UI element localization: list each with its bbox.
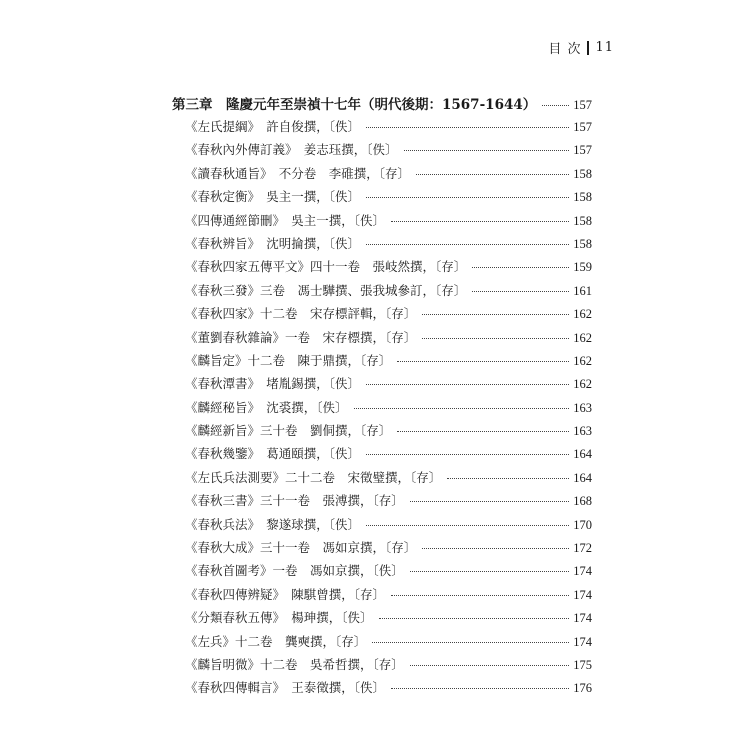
toc-entry-title: 《麟旨定》十二卷 陳于鼎撰，〔存〕 bbox=[185, 352, 392, 368]
toc-entry bbox=[172, 398, 592, 421]
header-section-label: 目 次 bbox=[548, 42, 582, 57]
toc-entry-title: 《春秋三發》三卷 馮士驊撰、張我城參訂，〔存〕 bbox=[185, 282, 467, 298]
toc-entry-page-number: 170 bbox=[573, 517, 592, 532]
toc-entry bbox=[172, 234, 592, 257]
toc-entry-title: 《董劉春秋雜論》一卷 宋存標撰，〔存〕 bbox=[185, 329, 417, 345]
toc-entry-title: 《春秋大成》三十一卷 馮如京撰，〔存〕 bbox=[185, 540, 417, 556]
dot-leader bbox=[447, 478, 569, 479]
toc-entry bbox=[172, 538, 592, 561]
dot-leader bbox=[366, 197, 569, 198]
toc-entry bbox=[172, 515, 592, 538]
toc-entry-title: 《春秋四家》十二卷 宋存標評輯，〔存〕 bbox=[185, 306, 417, 322]
toc-entry-title: 《春秋內外傳訂義》 姜志珏撰，〔佚〕 bbox=[185, 142, 398, 158]
dot-leader bbox=[366, 244, 569, 245]
toc-entry-title: 《左氏提綱》 許自俊撰，〔佚〕 bbox=[185, 119, 361, 134]
dot-leader bbox=[397, 431, 569, 432]
toc-entry-title: 《春秋潭書》 堵胤錫撰，〔佚〕 bbox=[185, 376, 361, 392]
dot-leader bbox=[422, 338, 569, 339]
toc-entry bbox=[172, 444, 592, 467]
toc-entry-page-number: 163 bbox=[573, 400, 592, 415]
toc-entry bbox=[172, 140, 592, 163]
dot-leader bbox=[410, 501, 569, 502]
toc-entry-title: 《分類春秋五傳》 楊珅撰，〔佚〕 bbox=[185, 610, 373, 626]
dot-leader bbox=[366, 454, 569, 455]
toc-entry-page-number: 158 bbox=[573, 190, 592, 205]
toc-entry-page-number: 157 bbox=[573, 143, 592, 158]
toc-entry-title: 《左氏兵法測要》二十二卷 宋徵璧撰，〔存〕 bbox=[185, 469, 442, 485]
toc-entry-page-number: 158 bbox=[573, 213, 592, 228]
toc-entry-page-number: 174 bbox=[573, 587, 592, 602]
toc-entry-title: 《春秋幾鑒》 葛通頤撰，〔佚〕 bbox=[185, 446, 361, 462]
dot-leader bbox=[391, 595, 569, 596]
toc-entry bbox=[172, 187, 592, 210]
toc-entry bbox=[172, 164, 592, 187]
toc-entry-page-number: 164 bbox=[573, 470, 592, 485]
toc-entry-page-number: 158 bbox=[573, 166, 592, 181]
dot-leader bbox=[472, 267, 569, 268]
toc-entry-title: 《春秋定衡》 吳主一撰，〔佚〕 bbox=[185, 189, 361, 205]
dot-leader bbox=[397, 361, 569, 362]
toc-entry-page-number: 163 bbox=[573, 424, 592, 439]
toc-entry bbox=[172, 351, 592, 374]
dot-leader bbox=[391, 221, 569, 222]
chapter-heading bbox=[172, 93, 592, 117]
toc-entry bbox=[172, 678, 592, 701]
header-divider bbox=[587, 41, 589, 55]
toc-entry-page-number: 174 bbox=[573, 634, 592, 649]
dot-leader bbox=[422, 314, 569, 315]
toc-entry-page-number: 172 bbox=[573, 541, 592, 556]
toc-entry-title: 《麟旨明微》十二卷 吳希哲撰，〔存〕 bbox=[185, 656, 404, 672]
toc-entry bbox=[172, 632, 592, 655]
toc-entry-page-number: 162 bbox=[573, 330, 592, 345]
toc-entry-page-number: 174 bbox=[573, 564, 592, 579]
toc-entry-page-number: 176 bbox=[573, 681, 592, 696]
toc-entry-title: 《春秋兵法》 黎遂球撰，〔佚〕 bbox=[185, 516, 361, 532]
toc-entry bbox=[172, 117, 592, 140]
dot-leader bbox=[472, 291, 569, 292]
toc-entry-title: 《四傳通經節刪》 吳主一撰，〔佚〕 bbox=[185, 212, 386, 228]
toc-entry-title: 《春秋四家五傳平文》四十一卷 張岐然撰，〔存〕 bbox=[185, 259, 467, 275]
dot-leader bbox=[422, 548, 569, 549]
toc-entry-page-number: 162 bbox=[573, 353, 592, 368]
dot-leader bbox=[366, 384, 569, 385]
toc-entry bbox=[172, 468, 592, 491]
running-header bbox=[548, 38, 614, 57]
toc-entry bbox=[172, 257, 592, 280]
dot-leader bbox=[416, 174, 569, 175]
toc-entry-title: 《麟經秘旨》 沈裘撰，〔佚〕 bbox=[185, 399, 348, 415]
toc-entry bbox=[172, 608, 592, 631]
toc-entry bbox=[172, 585, 592, 608]
toc-entry bbox=[172, 211, 592, 234]
header-page-number: 11 bbox=[595, 40, 614, 55]
chapter-page-number: 157 bbox=[573, 98, 592, 112]
toc-entry-page-number: 159 bbox=[573, 260, 592, 275]
dot-leader bbox=[366, 525, 569, 526]
toc-entry bbox=[172, 655, 592, 678]
toc-entry-title: 《春秋辨旨》 沈明掄撰，〔佚〕 bbox=[185, 235, 361, 251]
toc-entry bbox=[172, 304, 592, 327]
toc-entry-page-number: 174 bbox=[573, 611, 592, 626]
table-of-contents bbox=[172, 93, 592, 702]
toc-entry-title: 《春秋四傳輯言》 王泰徵撰，〔佚〕 bbox=[185, 680, 386, 696]
dot-leader bbox=[366, 127, 569, 128]
toc-entry bbox=[172, 561, 592, 584]
toc-entry-page-number: 162 bbox=[573, 307, 592, 322]
toc-entry-title: 《春秋首圖考》一卷 馮如京撰，〔佚〕 bbox=[185, 563, 404, 579]
dot-leader bbox=[410, 571, 569, 572]
toc-entry-title: 《春秋四傳辨疑》 陳騏曾撰，〔存〕 bbox=[185, 586, 386, 602]
dot-leader bbox=[354, 408, 570, 409]
toc-entry-page-number: 158 bbox=[573, 236, 592, 251]
dot-leader bbox=[404, 150, 570, 151]
toc-entry-title: 《左兵》十二卷 龔奭撰，〔存〕 bbox=[185, 633, 367, 649]
dot-leader bbox=[542, 105, 569, 106]
toc-entry-page-number: 157 bbox=[573, 120, 592, 134]
toc-entry-page-number: 168 bbox=[573, 494, 592, 509]
toc-entry bbox=[172, 421, 592, 444]
toc-entry-title: 《讀春秋通旨》 不分卷 李碓撰，〔存〕 bbox=[185, 165, 411, 181]
dot-leader bbox=[372, 642, 569, 643]
toc-entry-title: 《春秋三書》三十一卷 張溥撰，〔存〕 bbox=[185, 493, 404, 509]
toc-entry bbox=[172, 374, 592, 397]
toc-entry-title: 《麟經新旨》三十卷 劉侗撰，〔存〕 bbox=[185, 423, 392, 439]
dot-leader bbox=[379, 618, 570, 619]
toc-entry-page-number: 161 bbox=[573, 283, 592, 298]
toc-entry-page-number: 164 bbox=[573, 447, 592, 462]
toc-entry bbox=[172, 281, 592, 304]
dot-leader bbox=[410, 665, 569, 666]
chapter-title: 第三章 隆慶元年至崇禎十七年（明代後期：1567-1644） bbox=[172, 97, 537, 113]
toc-entries bbox=[172, 117, 592, 702]
dot-leader bbox=[391, 688, 569, 689]
toc-entry-page-number: 175 bbox=[573, 657, 592, 672]
toc-entry bbox=[172, 328, 592, 351]
toc-entry bbox=[172, 491, 592, 514]
toc-entry-page-number: 162 bbox=[573, 377, 592, 392]
